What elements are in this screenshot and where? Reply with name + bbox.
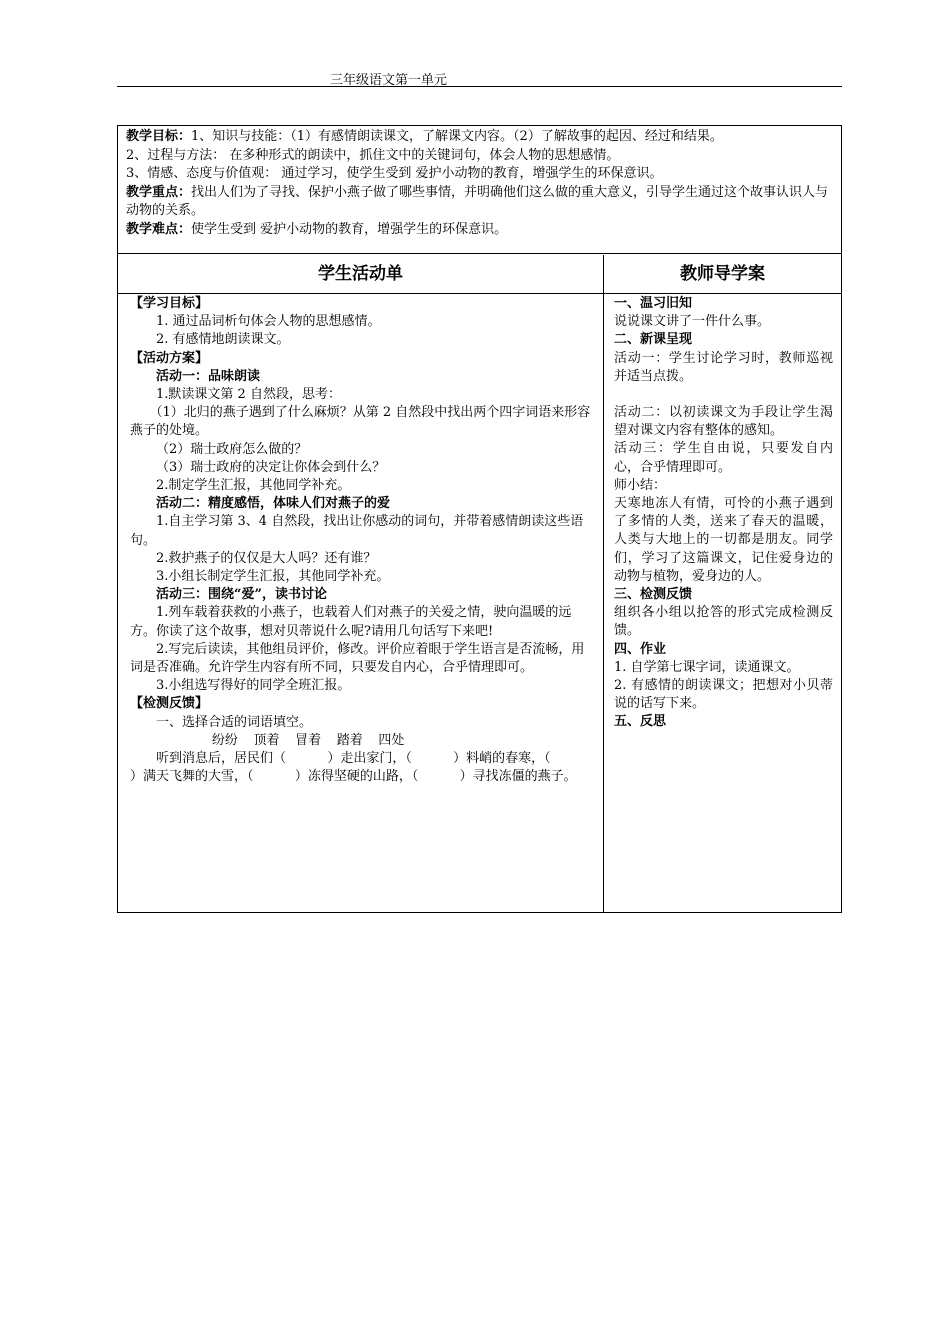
objective-line-1: 1、知识与技能：（1）有感情朗读课文，了解课文内容。（2）了解故事的起因、经过和结果。 — [191, 129, 723, 144]
word-bank-item: 冒着 — [295, 732, 322, 748]
activity-3-step-3: 3.小组选写得好的同学全班汇报。 — [156, 678, 351, 694]
fill-in-blank-passage: 听到消息后，居民们（ ）走出家门，（ ）料峭的春寒，（ ）满天飞舞的大雪，（ ）冻得坚硬的山路，（ ）寻找冻僵的燕子。 — [130, 751, 592, 785]
student-activity-cell — [118, 294, 603, 786]
section-2-title: 二、新课呈现 — [614, 332, 693, 348]
homework-2: 2. 有感情的朗读课文；把想对小贝蒂说的话写下来。 — [614, 678, 833, 712]
lesson-table — [117, 125, 842, 913]
difficulty-label: 教学难点： — [126, 221, 192, 237]
section-1-title: 一、温习旧知 — [614, 296, 693, 311]
activity-2-title: 活动二：精度感悟，体味人们对燕子的爱 — [156, 496, 391, 512]
word-bank-item: 踏着 — [336, 732, 363, 748]
objectives-cell — [118, 126, 841, 254]
page-header: 三年级语文第一单元 — [330, 73, 448, 88]
activity-1-question-2: （2）瑞士政府怎么做的？ — [156, 441, 308, 457]
difficulty-text: 使学生受到 爱护小动物的教育，增强学生的环保意识。 — [191, 221, 508, 237]
check-instruction: 一、选择合适的词语填空。 — [156, 714, 313, 730]
summary-label: 师小结： — [614, 477, 667, 493]
section-4-title: 四、作业 — [614, 641, 667, 657]
focus-text: 找出人们为了寻找、保护小燕子做了哪些事情，并明确他们这么做的重大意义，引导学生通过这个故事认识人与动物的关系。 — [126, 184, 829, 218]
focus-label: 教学重点： — [126, 184, 192, 200]
word-bank — [130, 732, 595, 750]
activity-1-step-2: 2.制定学生汇报，其他同学补充。 — [156, 478, 351, 494]
section-5-title: 五、反思 — [614, 714, 667, 730]
summary-text: 天寒地冻人有情，可怜的小燕子遇到了多情的人类，送来了春天的温暖，人类与大地上的一切都是朋友。同学们，学习了这篇课文，记住爱身边的动物与植物，爱身边的人。 — [614, 496, 833, 584]
activity-3-title: 活动三：围绕“爱”，读书讨论 — [156, 587, 327, 603]
goal-2: 2. 有感情地朗读课文。 — [156, 332, 290, 348]
activity-1-title: 活动一：品味朗读 — [156, 368, 261, 384]
word-bank-item: 四处 — [378, 732, 405, 748]
student-column-header: 学生活动单 — [118, 255, 603, 294]
activity-3-step-1: 1.列车载着获救的小燕子，也载着人们对燕子的关爱之情，驶向温暖的远方。你读了这个故事，想对贝蒂说什么呢?请用几句话写下来吧! — [130, 605, 572, 639]
guide-activity-2: 活动二：以初读课文为手段让学生渴望对课文内容有整体的感知。 — [614, 405, 833, 439]
word-bank-item: 顶着 — [253, 732, 280, 748]
plan-title: 【活动方案】 — [130, 350, 209, 366]
homework-1: 1. 自学第七课字词，读通课文。 — [614, 659, 800, 675]
goal-title: 【学习目标】 — [130, 296, 209, 311]
teacher-column-header: 教师导学案 — [604, 255, 841, 294]
activity-3-step-2: 2.写完后读读，其他组员评价，修改。评价应着眼于学生语言是否流畅，用词是否准确。允许学生内容有所不同，只要发自内心，合乎情理即可。 — [130, 641, 585, 676]
activity-2-step-1: 1.自主学习第 3、4 自然段，找出让你感动的词句，并带着感情朗读这些语句。 — [130, 514, 584, 548]
guide-activity-1: 活动一：学生讨论学习时，教师巡视并适当点拨。 — [614, 350, 833, 384]
section-3-text: 组织各小组以抢答的形式完成检测反馈。 — [614, 605, 833, 639]
activity-1-step-1: 1.默读课文第 2 自然段，思考： — [156, 387, 341, 403]
word-bank-item: 纷纷 — [211, 732, 238, 748]
activity-2-step-2: 2.救护燕子的仅仅是大人吗？还有谁？ — [156, 550, 377, 566]
guide-activity-3: 活动三：学生自由说，只要发自内心，合乎情理即可。 — [614, 441, 833, 475]
goal-1: 1. 通过品词析句体会人物的思想感情。 — [156, 314, 381, 330]
activity-2-step-3: 3.小组长制定学生汇报，其他同学补充。 — [156, 569, 390, 585]
section-3-title: 三、检测反馈 — [614, 587, 693, 603]
section-1-text: 说说课文讲了一件什么事。 — [614, 314, 771, 330]
check-title: 【检测反馈】 — [130, 696, 209, 712]
objective-line-3: 3、情感、态度与价值观： 通过学习，使学生受到 爱护小动物的教育，增强学生的环保意识。 — [126, 166, 663, 181]
activity-1-question-1: （1）北归的燕子遇到了什么麻烦？从第 2 自然段中找出两个四字词语来形容燕子的处境。 — [130, 405, 591, 439]
header-rule — [117, 86, 842, 87]
objective-line-2: 2、过程与方法： 在多种形式的朗读中，抓住文中的关键词句，体会人物的思想感情。 — [126, 147, 620, 163]
teacher-guide-cell — [604, 294, 841, 732]
objectives-label: 教学目标： — [126, 129, 192, 144]
activity-1-question-3: （3）瑞士政府的决定让你体会到什么？ — [156, 459, 386, 475]
